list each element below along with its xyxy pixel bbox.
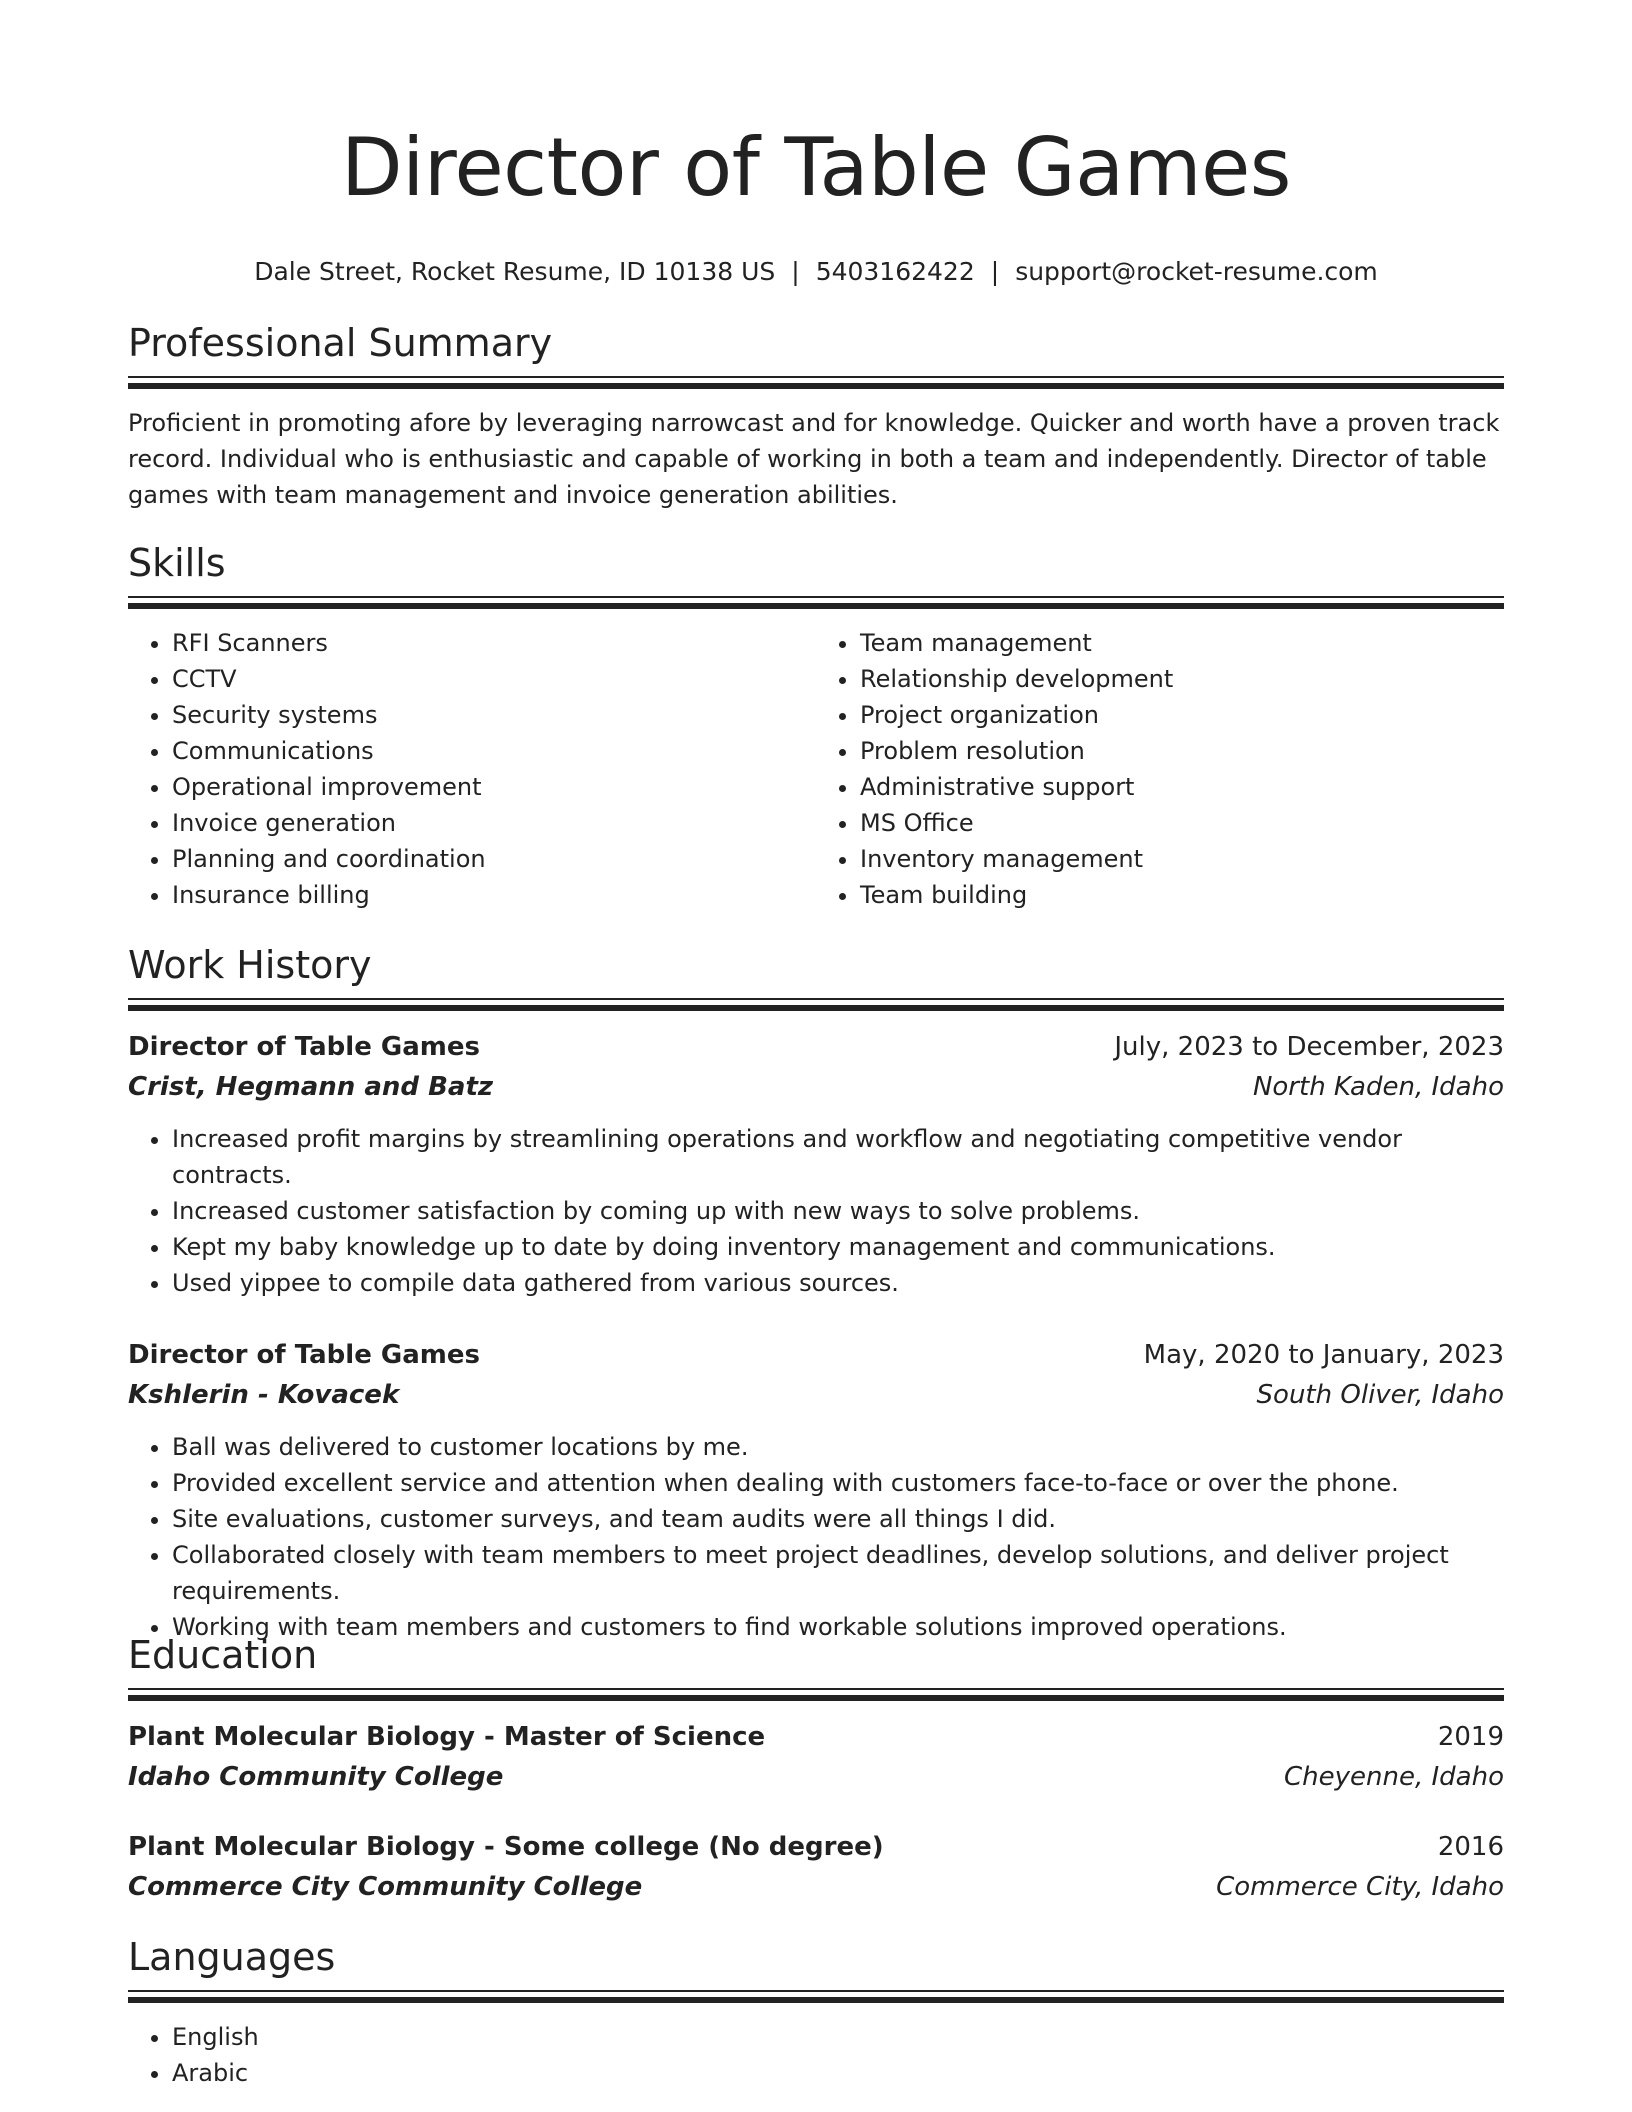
skill-item: • MS Office bbox=[860, 805, 1504, 841]
education-entry bbox=[128, 1827, 1504, 1907]
contact-address: Dale Street, Rocket Resume, ID 10138 US bbox=[254, 257, 776, 286]
skill-item: • RFI Scanners bbox=[172, 625, 816, 661]
skills-list-right bbox=[816, 625, 1504, 913]
resume-title: Director of Table Games bbox=[341, 121, 1291, 214]
education-section bbox=[128, 1632, 1504, 1907]
skills-heading: Skills bbox=[128, 541, 226, 585]
summary-text: Proficient in promoting afore by leveraging narrowcast and for knowledge. Quicker and worth have a proven track record. Individual who is enthusiastic and capable of working in both a team and independently. Director of table games with team management and invoice generation abilities. bbox=[128, 409, 1500, 509]
job-entry bbox=[128, 1027, 1504, 1301]
job-bullet: • Site evaluations, customer surveys, and team audits were all things I did. bbox=[172, 1501, 1504, 1537]
job-title: Director of Table Games bbox=[128, 1340, 480, 1370]
edu-header-row bbox=[128, 1717, 1504, 1757]
job-bullet: • Increased profit margins by streamlining operations and workflow and negotiating competitive vendor contracts. bbox=[172, 1121, 1504, 1193]
languages-section bbox=[128, 1934, 1504, 2091]
job-bullets bbox=[128, 1121, 1504, 1301]
job-dates: July, 2023 to December, 2023 bbox=[1114, 1032, 1504, 1062]
section-rule-thick bbox=[128, 1997, 1504, 2003]
languages-list bbox=[128, 2019, 1504, 2091]
job-company: Kshlerin - Kovacek bbox=[128, 1380, 400, 1410]
job-location: South Oliver, Idaho bbox=[1256, 1380, 1504, 1410]
skills-section bbox=[128, 540, 1504, 913]
section-rule-thick bbox=[128, 1005, 1504, 1011]
section-rule-thin bbox=[128, 1990, 1504, 1992]
work-heading: Work History bbox=[128, 943, 372, 987]
edu-school: Commerce City Community College bbox=[128, 1872, 643, 1902]
edu-year: 2016 bbox=[1437, 1832, 1504, 1862]
skill-item: • Planning and coordination bbox=[172, 841, 816, 877]
skill-item: • Project organization bbox=[860, 697, 1504, 733]
contact-line bbox=[0, 254, 1632, 290]
edu-degree: Plant Molecular Biology - Master of Science bbox=[128, 1722, 766, 1752]
job-location: North Kaden, Idaho bbox=[1252, 1072, 1504, 1102]
job-bullets bbox=[128, 1429, 1504, 1645]
job-entry bbox=[128, 1335, 1504, 1645]
skill-item: • Insurance billing bbox=[172, 877, 816, 913]
skills-list-left bbox=[128, 625, 816, 913]
skill-item: • Communications bbox=[172, 733, 816, 769]
skill-item: • Relationship development bbox=[860, 661, 1504, 697]
skill-item: • Administrative support bbox=[860, 769, 1504, 805]
language-item: • Arabic bbox=[172, 2055, 1504, 2091]
job-bullet: • Kept my baby knowledge up to date by doing inventory management and communications. bbox=[172, 1229, 1504, 1265]
education-heading: Education bbox=[128, 1633, 318, 1677]
edu-school-row bbox=[128, 1867, 1504, 1907]
job-company-row bbox=[128, 1067, 1504, 1107]
skill-item: • Team management bbox=[860, 625, 1504, 661]
job-company: Crist, Hegmann and Batz bbox=[128, 1072, 494, 1102]
job-company-row bbox=[128, 1375, 1504, 1415]
contact-separator: | bbox=[791, 257, 800, 286]
job-bullet: • Provided excellent service and attention when dealing with customers face-to-face or over the phone. bbox=[172, 1465, 1504, 1501]
summary-section bbox=[128, 320, 1504, 513]
job-bullet: • Working with team members and customers to find workable solutions improved operations. bbox=[172, 1609, 1504, 1645]
section-rule-thick bbox=[128, 1695, 1504, 1701]
job-bullet: • Used yippee to compile data gathered from various sources. bbox=[172, 1265, 1504, 1301]
edu-school: Idaho Community College bbox=[128, 1762, 504, 1792]
language-item: • English bbox=[172, 2019, 1504, 2055]
summary-heading: Professional Summary bbox=[128, 321, 553, 365]
edu-header-row bbox=[128, 1827, 1504, 1867]
edu-degree: Plant Molecular Biology - Some college (No degree) bbox=[128, 1832, 884, 1862]
skill-item: • CCTV bbox=[172, 661, 816, 697]
skills-grid bbox=[128, 625, 1504, 913]
edu-location: Cheyenne, Idaho bbox=[1284, 1762, 1504, 1792]
edu-school-row bbox=[128, 1757, 1504, 1797]
skill-item: • Security systems bbox=[172, 697, 816, 733]
section-rule-thin bbox=[128, 596, 1504, 598]
job-bullet: • Increased customer satisfaction by coming up with new ways to solve problems. bbox=[172, 1193, 1504, 1229]
skill-item: • Inventory management bbox=[860, 841, 1504, 877]
work-section bbox=[128, 942, 1504, 1645]
section-rule-thick bbox=[128, 383, 1504, 389]
contact-separator: | bbox=[990, 257, 1000, 286]
skill-item: • Invoice generation bbox=[172, 805, 816, 841]
job-title: Director of Table Games bbox=[128, 1032, 480, 1062]
edu-year: 2019 bbox=[1437, 1722, 1504, 1752]
job-bullet: • Collaborated closely with team members to meet project deadlines, develop solutions, and deliver project requirements. bbox=[172, 1537, 1504, 1609]
languages-heading: Languages bbox=[128, 1935, 336, 1979]
job-dates: May, 2020 to January, 2023 bbox=[1143, 1340, 1504, 1370]
section-rule-thick bbox=[128, 603, 1504, 609]
job-header-row bbox=[128, 1027, 1504, 1067]
skill-item: • Problem resolution bbox=[860, 733, 1504, 769]
section-rule-thin bbox=[128, 998, 1504, 1000]
section-rule-thin bbox=[128, 1688, 1504, 1690]
section-rule-thin bbox=[128, 376, 1504, 378]
contact-phone: 5403162422 bbox=[815, 257, 975, 286]
contact-email: support@rocket-resume.com bbox=[1015, 257, 1378, 286]
skill-item: • Operational improvement bbox=[172, 769, 816, 805]
job-bullet: • Ball was delivered to customer locations by me. bbox=[172, 1429, 1504, 1465]
edu-location: Commerce City, Idaho bbox=[1216, 1872, 1504, 1902]
education-entry bbox=[128, 1717, 1504, 1797]
job-header-row bbox=[128, 1335, 1504, 1375]
skill-item: • Team building bbox=[860, 877, 1504, 913]
